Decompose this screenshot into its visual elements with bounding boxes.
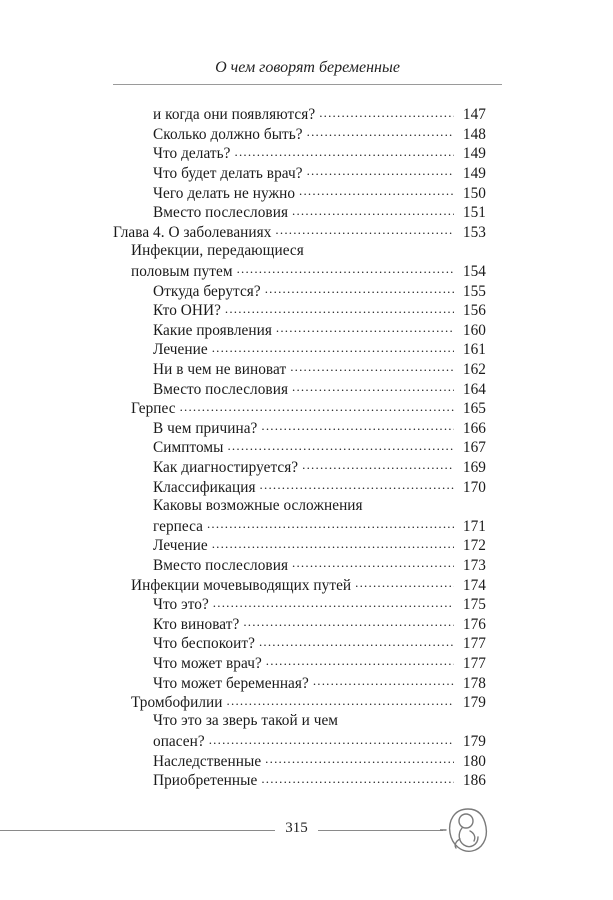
toc-entry-title: Чего делать не нужно bbox=[153, 184, 296, 202]
toc-entry-page: 173 bbox=[462, 556, 486, 574]
toc-entry-page: 175 bbox=[462, 596, 486, 614]
toc-entry-title: и когда они появляются? bbox=[153, 106, 316, 124]
toc-entry-page: 176 bbox=[462, 615, 486, 633]
toc-leader-dots bbox=[213, 594, 454, 609]
toc-leader-dots bbox=[266, 653, 454, 668]
toc-entry-title: половым путем bbox=[131, 263, 233, 281]
toc-entry-page: 164 bbox=[462, 380, 486, 398]
toc-leader-dots bbox=[307, 163, 454, 178]
toc-leader-dots bbox=[212, 339, 454, 354]
toc-entry bbox=[113, 672, 486, 692]
toc-entry-page: 167 bbox=[462, 439, 486, 457]
toc-leader-dots bbox=[265, 280, 454, 295]
toc-entry bbox=[113, 222, 486, 242]
toc-entry bbox=[113, 359, 486, 379]
toc-leader-dots bbox=[243, 613, 454, 628]
toc-leader-dots bbox=[209, 731, 454, 746]
toc-entry-title: Лечение bbox=[153, 537, 208, 555]
toc-entry-title: Сколько должно быть? bbox=[153, 125, 303, 143]
toc-entry-page: 169 bbox=[462, 458, 486, 476]
toc-entry-title: Кто ОНИ? bbox=[153, 302, 221, 320]
toc-entry bbox=[113, 163, 486, 183]
toc-leader-dots bbox=[225, 300, 454, 315]
toc-entry-title: Вместо послесловия bbox=[153, 380, 289, 398]
toc-entry-title: Что может врач? bbox=[153, 654, 262, 672]
toc-entry-page: 149 bbox=[462, 165, 486, 183]
toc-leader-dots bbox=[313, 672, 454, 687]
toc-entry-page: 166 bbox=[462, 419, 486, 437]
toc-entry-title: Что будет делать врач? bbox=[153, 165, 303, 183]
toc-entry-title: Что это? bbox=[153, 596, 209, 614]
toc-entry bbox=[113, 182, 486, 202]
toc-entry-page: 151 bbox=[462, 204, 486, 222]
toc-entry-title: Что это за зверь такой и чем bbox=[153, 712, 339, 730]
toc-entry bbox=[113, 280, 486, 300]
toc-entry bbox=[113, 731, 486, 751]
toc-entry bbox=[113, 476, 486, 496]
toc-leader-dots bbox=[292, 555, 454, 570]
toc-entry-title: Приобретенные bbox=[153, 772, 258, 790]
toc-entry bbox=[113, 202, 486, 222]
toc-leader-dots bbox=[319, 104, 454, 119]
toc-leader-dots bbox=[235, 143, 455, 158]
toc-entry bbox=[113, 143, 486, 163]
toc-entry bbox=[113, 692, 486, 712]
toc-entry-page: 161 bbox=[462, 341, 486, 359]
toc-entry bbox=[113, 496, 486, 516]
toc-entry-title: герпеса bbox=[153, 517, 203, 535]
toc-entry bbox=[113, 418, 486, 438]
toc-leader-dots bbox=[261, 418, 454, 433]
toc-entry bbox=[113, 457, 486, 477]
toc-entry-title: В чем причина? bbox=[153, 419, 258, 437]
toc-entry-title: Классификация bbox=[153, 478, 256, 496]
toc-entry-page: 179 bbox=[462, 733, 486, 751]
toc-entry-title: Наследственные bbox=[153, 752, 262, 770]
toc-entry bbox=[113, 339, 486, 359]
toc-entry-title: Откуда берутся? bbox=[153, 282, 261, 300]
toc-entry-title: Инфекции мочевыводящих путей bbox=[131, 576, 352, 594]
toc-entry-title: Тромбофилии bbox=[131, 694, 223, 712]
toc-entry-page: 162 bbox=[462, 361, 486, 379]
toc-entry bbox=[113, 437, 486, 457]
toc-entry bbox=[113, 613, 486, 633]
toc-entry-title: Как диагностируется? bbox=[153, 458, 299, 476]
toc-entry-page: 149 bbox=[462, 145, 486, 163]
toc-entry-title: Что может беременная? bbox=[153, 674, 309, 692]
toc-leader-dots bbox=[292, 378, 454, 393]
toc-entry-title: Каковы возможные осложнения bbox=[153, 496, 363, 514]
toc-entry-title: Какие проявления bbox=[153, 321, 272, 339]
toc-entry bbox=[113, 711, 486, 731]
toc-entry bbox=[113, 104, 486, 124]
toc-entry-page: 165 bbox=[462, 400, 486, 418]
toc-entry-page: 150 bbox=[462, 184, 486, 202]
toc-entry-page: 179 bbox=[462, 694, 486, 712]
toc-entry-page: 147 bbox=[462, 106, 486, 124]
toc-entry bbox=[113, 594, 486, 614]
toc-entry-title: Вместо послесловия bbox=[153, 204, 289, 222]
toc-leader-dots bbox=[259, 633, 454, 648]
toc-entry-title: Вместо послесловия bbox=[153, 556, 289, 574]
toc-leader-dots bbox=[180, 398, 454, 413]
toc-entry-title: Лечение bbox=[153, 341, 208, 359]
toc-leader-dots bbox=[227, 437, 454, 452]
toc-leader-dots bbox=[276, 320, 454, 335]
toc-leader-dots bbox=[212, 535, 454, 550]
toc-entry-page: 160 bbox=[462, 321, 486, 339]
toc-entry-title: Что делать? bbox=[153, 145, 231, 163]
toc-leader-dots bbox=[261, 770, 454, 785]
toc-entry-page: 156 bbox=[462, 302, 486, 320]
toc-leader-dots bbox=[307, 124, 454, 139]
toc-entry bbox=[113, 261, 486, 281]
toc-entry-title: Глава 4. О заболеваниях bbox=[113, 223, 272, 241]
toc-entry bbox=[113, 555, 486, 575]
toc-leader-dots bbox=[227, 692, 454, 707]
toc-entry-title: Ни в чем не виноват bbox=[153, 361, 287, 379]
toc-leader-dots bbox=[299, 182, 454, 197]
toc-entry-page: 170 bbox=[462, 478, 486, 496]
toc-entry bbox=[113, 320, 486, 340]
toc-entry-page: 154 bbox=[462, 263, 486, 281]
toc-entry-page: 172 bbox=[462, 537, 486, 555]
toc-leader-dots bbox=[260, 476, 454, 491]
toc-entry bbox=[113, 751, 486, 771]
toc-entry-title: Герпес bbox=[131, 400, 176, 418]
toc-entry-title: Симптомы bbox=[153, 439, 224, 457]
toc-entry bbox=[113, 535, 486, 555]
toc-leader-dots bbox=[265, 751, 454, 766]
toc-entry-page: 174 bbox=[462, 576, 486, 594]
toc-entry bbox=[113, 300, 486, 320]
footer-rule-right bbox=[318, 830, 443, 831]
toc-entry-page: 155 bbox=[462, 282, 486, 300]
toc-entry-title: опасен? bbox=[153, 733, 205, 751]
fetus-icon bbox=[440, 805, 496, 857]
toc-entry-title: Кто виноват? bbox=[153, 615, 240, 633]
toc-entry bbox=[113, 378, 486, 398]
toc-leader-dots bbox=[237, 261, 454, 276]
toc-entry bbox=[113, 124, 486, 144]
toc-entry bbox=[113, 574, 486, 594]
toc-entry-page: 153 bbox=[462, 223, 486, 241]
page-number: 315 bbox=[285, 820, 308, 836]
footer-rule-left bbox=[0, 830, 275, 831]
toc-leader-dots bbox=[292, 202, 454, 217]
toc-entry bbox=[113, 241, 486, 261]
header-rule bbox=[113, 84, 502, 85]
toc-entry-page: 177 bbox=[462, 635, 486, 653]
toc-entry-title: Что беспокоит? bbox=[153, 635, 255, 653]
toc-entry-page: 148 bbox=[462, 125, 486, 143]
toc-leader-dots bbox=[275, 222, 454, 237]
toc-entry-page: 180 bbox=[462, 752, 486, 770]
table-of-contents bbox=[113, 104, 486, 790]
toc-leader-dots bbox=[290, 359, 454, 374]
toc-entry bbox=[113, 633, 486, 653]
toc-entry-title: Инфекции, передающиеся bbox=[131, 242, 304, 260]
toc-leader-dots bbox=[302, 457, 454, 472]
toc-entry bbox=[113, 770, 486, 790]
toc-entry-page: 186 bbox=[462, 772, 486, 790]
toc-entry bbox=[113, 515, 486, 535]
toc-entry-page: 171 bbox=[462, 517, 486, 535]
toc-leader-dots bbox=[207, 515, 454, 530]
toc-entry bbox=[113, 398, 486, 418]
toc-entry-page: 178 bbox=[462, 674, 486, 692]
toc-entry bbox=[113, 653, 486, 673]
toc-leader-dots bbox=[355, 574, 454, 589]
toc-entry-page: 177 bbox=[462, 654, 486, 672]
running-head: О чем говорят беременные bbox=[215, 59, 400, 76]
